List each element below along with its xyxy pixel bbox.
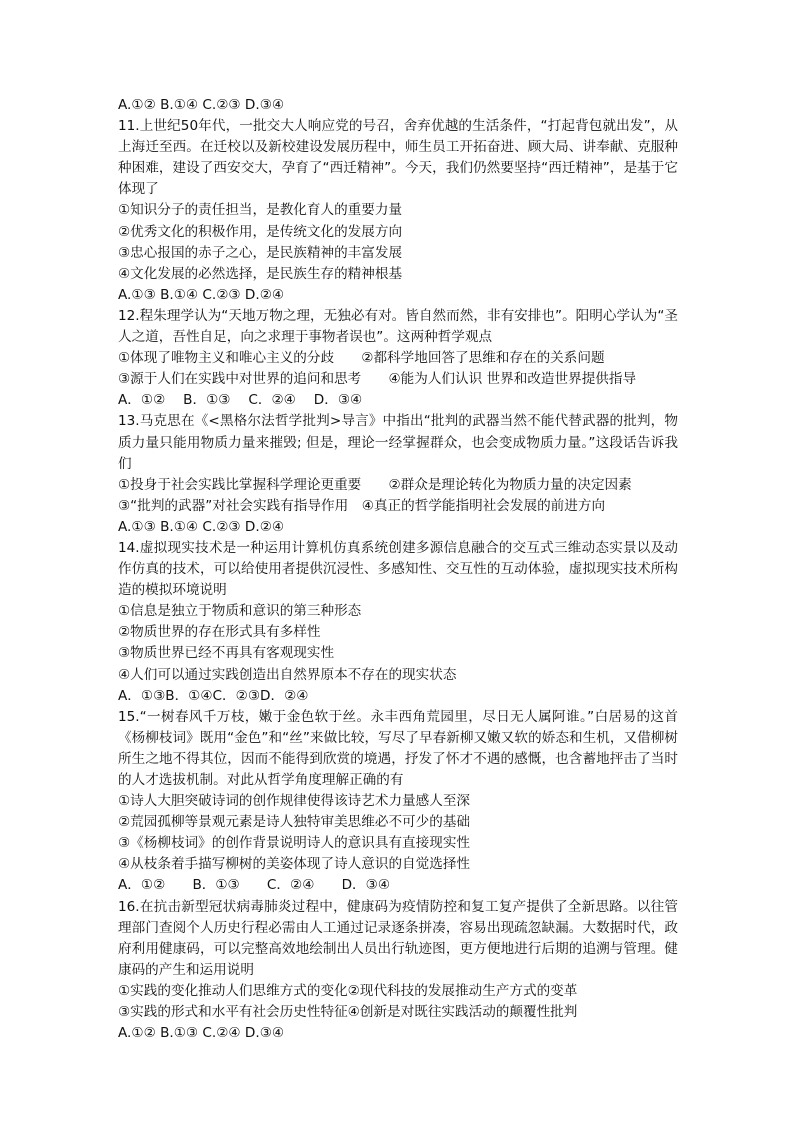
- question-16: [118, 897, 678, 1045]
- q14-option-4: ④人们可以通过实践创造出自然界原本不存在的现实状态: [118, 666, 457, 683]
- q16-stem: 16.在抗击新型冠状病毒肺炎过程中，健康码为疫情防控和复工复产提供了全新思路。以往管理部门查阅个人历史行程必需由人工通过记录逐条拼凑，容易出现疏忽缺漏。大数据时代，政府利用健康码，可以完整高效地绘制出人员出行轨迹图，更方便地进行后期的追溯与管理。健康码的产生和运用说明: [118, 898, 678, 978]
- question-13: [118, 411, 678, 538]
- q15-stem: 15.“一树春风千万枝，嫩于金色软于丝。永丰西角荒园里，尽日无人属阿谁。”白居易的这首《杨柳枝词》既用“金色”和“丝”来做比较，写尽了早春新柳又嫩又软的娇态和生机，又借柳树所生之地不得其位，因而不能得到欣赏的境遇，抒发了怀才不遇的感慨，也含蓄地抨击了当时的人才选拔机制。对此从哲学角度理解正确的有: [118, 708, 678, 788]
- q13-option-row-1: ①投身于社会实践比掌握科学理论更重要 ②群众是理论转化为物质力量的决定因素: [118, 476, 632, 493]
- q15-option-1: ①诗人大胆突破诗词的创作规律使得该诗艺术力量感人至深: [118, 793, 471, 810]
- q15-option-2: ②荒园孤柳等景观元素是诗人独特审美思维必不可少的基础: [118, 814, 471, 831]
- q11-answer-options: A.①③ B.①④ C.②③ D.②④: [118, 286, 285, 303]
- question-12: [118, 306, 678, 411]
- question-11: [118, 116, 678, 306]
- q12-option-row-1: ①体现了唯物主义和唯心主义的分歧 ②都科学地回答了思维和存在的关系问题: [118, 350, 605, 367]
- q13-stem: 13.马克思在《<黑格尔法哲学批判>导言》中指出“批判的武器当然不能代替武器的批判，物质力量只能用物质力量来摧毁; 但是，理论一经掌握群众，也会变成物质力量。”这段话告诉我们: [118, 413, 678, 472]
- q16-option-row-1: ①实践的变化推动人们思维方式的变化②现代科技的发展推动生产方式的变革: [118, 982, 578, 999]
- q15-option-4: ④从枝条着手描写柳树的美姿体现了诗人意识的自觉选择性: [118, 856, 471, 873]
- q15-answer-options: A．①② B．①③ C．②④ D．③④: [118, 877, 391, 894]
- question-14: [118, 538, 678, 707]
- q14-option-1: ①信息是独立于物质和意识的第三种形态: [118, 603, 362, 620]
- q11-option-4: ④文化发展的必然选择，是民族生存的精神根基: [118, 265, 403, 282]
- q11-stem: 11.上世纪50年代，一批交大人响应党的号召，舍弃优越的生活条件，“打起背包就出发”，从上海迁至西。在迁校以及新校建设发展历程中，师生员工开拓奋进、顾大局、讲奉献、克服种种困难，建设了西安交大，孕育了“西迁精神”。今天，我们仍然要坚持“西迁精神”，是基于它体现了: [118, 118, 678, 198]
- q13-option-row-2: ③“批判的武器”对社会实践有指导作用 ④真正的哲学能指明社会发展的前进方向: [118, 497, 606, 514]
- q14-option-2: ②物质世界的存在形式具有多样性: [118, 624, 321, 641]
- q12-stem: 12.程朱理学认为“天地万物之理，无独必有对。皆自然而然，非有安排也”。阳明心学认为“圣人之道，吾性自足，向之求理于事物者误也”。这两种哲学观点: [118, 307, 678, 346]
- exam-content: [118, 95, 678, 1044]
- q12-answer-options: A．①② B．①③ C．②④ D．③④: [118, 392, 363, 409]
- q13-answer-options: A.①③ B.①④ C.②③ D.②④: [118, 518, 285, 535]
- question-15: [118, 707, 678, 897]
- q10-answer-options: A.①② B.①④ C.②③ D.③④: [118, 97, 285, 113]
- q14-option-3: ③物质世界已经不再具有客观现实性: [118, 645, 335, 662]
- q12-option-row-2: ③源于人们在实践中对世界的追问和思考 ④能为人们认识 世界和改造世界提供指导: [118, 371, 637, 388]
- q15-option-3: ③《杨柳枝词》的创作背景说明诗人的意识具有直接现实性: [118, 835, 471, 852]
- q14-stem: 14.虚拟现实技术是一种运用计算机仿真系统创建多源信息融合的交互式三维动态实景以及动作仿真的技术，可以给使用者提供沉浸性、多感知性、交互性的互动体验，虚拟现实技术所构造的模拟环境说明: [118, 539, 678, 599]
- q16-answer-options: A.①② B.①③ C.②④ D.③④: [118, 1025, 285, 1042]
- q14-answer-options: A．①③B．①④C．②③D．②④: [118, 687, 309, 704]
- q11-option-2: ②优秀文化的积极作用，是传统文化的发展方向: [118, 223, 403, 240]
- q16-option-row-2: ③实践的形式和水平有社会历史性特征④创新是对既往实践活动的颠覆性批判: [118, 1004, 578, 1021]
- q11-option-3: ③忠心报国的赤子之心，是民族精神的丰富发展: [118, 244, 403, 261]
- q11-option-1: ①知识分子的责任担当，是教化育人的重要力量: [118, 202, 403, 219]
